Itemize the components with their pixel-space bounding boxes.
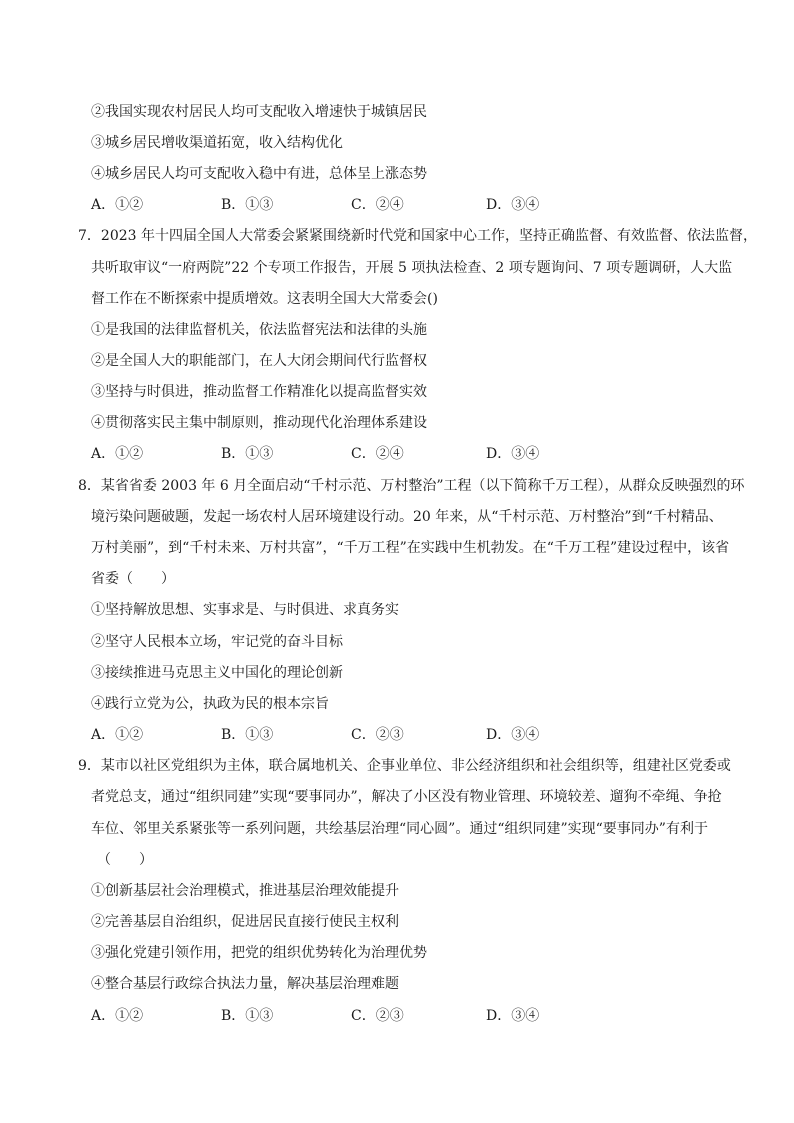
q8-option-c: C．②③	[351, 727, 404, 743]
q8-stem-line-1: 8．某省省委 2003 年 6 月全面启动“千村示范、万村整治”工程（以下简称千万工程），从群众反映强烈的环	[78, 478, 745, 494]
q8-item-4: ④践行立党为公，执政为民的根本宗旨	[91, 696, 329, 712]
q7-item-4: ④贯彻落实民主集中制原则，推动现代化治理体系建设	[91, 415, 427, 431]
q8-option-a: A．①②	[91, 727, 144, 743]
q9-options	[91, 1006, 711, 1026]
q9-option-a: A．①②	[91, 1008, 144, 1024]
q6-options	[91, 195, 711, 215]
q6-item-2: ②我国实现农村居民人均可支配收入增速快于城镇居民	[91, 104, 427, 120]
q7-option-d: D．③④	[486, 446, 540, 462]
q9-stem-line-2: 者党总支，通过“组织同建”实现“要事同办”，解决了小区没有物业管理、环境较差、遛狗不牵绳、争抢	[91, 789, 722, 805]
q7-item-1: ①是我国的法律监督机关，依法监督宪法和法律的头施	[91, 322, 427, 338]
q8-stem-line-3: 万村美丽”，到“千村未来、万村共富”，“千万工程”在实践中生机勃发。在“千万工程”建设过程中，该省	[91, 540, 730, 556]
q8-option-b: B．①③	[221, 727, 274, 743]
q9-item-1: ①创新基层社会治理模式，推进基层治理效能提升	[91, 883, 399, 899]
q8-item-2: ②坚守人民根本立场，牢记党的奋斗目标	[91, 634, 343, 650]
q7-item-2: ②是全国人大的职能部门，在人大闭会期间代行监督权	[91, 353, 427, 369]
q6-item-4: ④城乡居民人均可支配收入稳中有进，总体呈上涨态势	[91, 166, 427, 182]
q9-stem-line-3: 车位、邻里关系紧张等一系列问题，共绘基层治理“同心圆”。通过“组织同建”实现“要事同办”有利于	[91, 821, 708, 837]
q8-item-1: ①坚持解放思想、实事求是、与时俱进、求真务实	[91, 602, 399, 618]
q9-stem-line-1: 9．某市以社区党组织为主体，联合属地机关、企事业单位、非公经济组织和社会组织等，组建社区党委或	[78, 758, 731, 774]
q9-option-d: D．③④	[486, 1008, 540, 1024]
q7-item-3: ③坚持与时俱进，推动监督工作精准化以提高监督实效	[91, 384, 427, 400]
q7-stem-line-3: 督工作在不断探索中提质增效。这表明全国大大常委会()	[91, 291, 438, 307]
q8-item-3: ③接续推进马克思主义中国化的理论创新	[91, 665, 343, 681]
q6-option-a: A．①②	[91, 197, 144, 213]
q9-option-b: B．①③	[221, 1008, 274, 1024]
q9-item-3: ③强化党建引领作用，把党的组织优势转化为治理优势	[91, 945, 427, 961]
q6-option-b: B．①③	[221, 197, 274, 213]
q9-stem-line-4: （ ）	[97, 852, 153, 868]
q9-item-4: ④整合基层行政综合执法力量，解决基层治理难题	[91, 976, 399, 992]
q8-options	[91, 725, 711, 745]
q7-stem-line-1: 7．2023 年十四届全国人大常委会紧紧围绕新时代党和国家中心工作，坚持正确监督、有效监督、依法监督，	[78, 228, 757, 244]
q6-option-d: D．③④	[486, 197, 540, 213]
q6-option-c: C．②④	[351, 197, 404, 213]
q6-item-3: ③城乡居民增收渠道拓宽，收入结构优化	[91, 135, 343, 151]
q7-option-c: C．②④	[351, 446, 404, 462]
q8-option-d: D．③④	[486, 727, 540, 743]
q7-option-b: B．①③	[221, 446, 274, 462]
q9-option-c: C．②③	[351, 1008, 404, 1024]
q8-stem-line-4: 省委（ ）	[91, 571, 175, 587]
q7-stem-line-2: 共听取审议“一府两院”22 个专项工作报告，开展 5 项执法检查、2 项专题询问、7 项专题调研，人大监	[91, 260, 733, 276]
q9-item-2: ②完善基层自治组织，促进居民直接行使民主权利	[91, 914, 399, 930]
q7-options	[91, 444, 711, 464]
q8-stem-line-2: 境污染问题破题，发起一场农村人居环境建设行动。20 年来，从“千村示范、万村整治”到“千村精品、	[91, 509, 723, 525]
q7-option-a: A．①②	[91, 446, 144, 462]
